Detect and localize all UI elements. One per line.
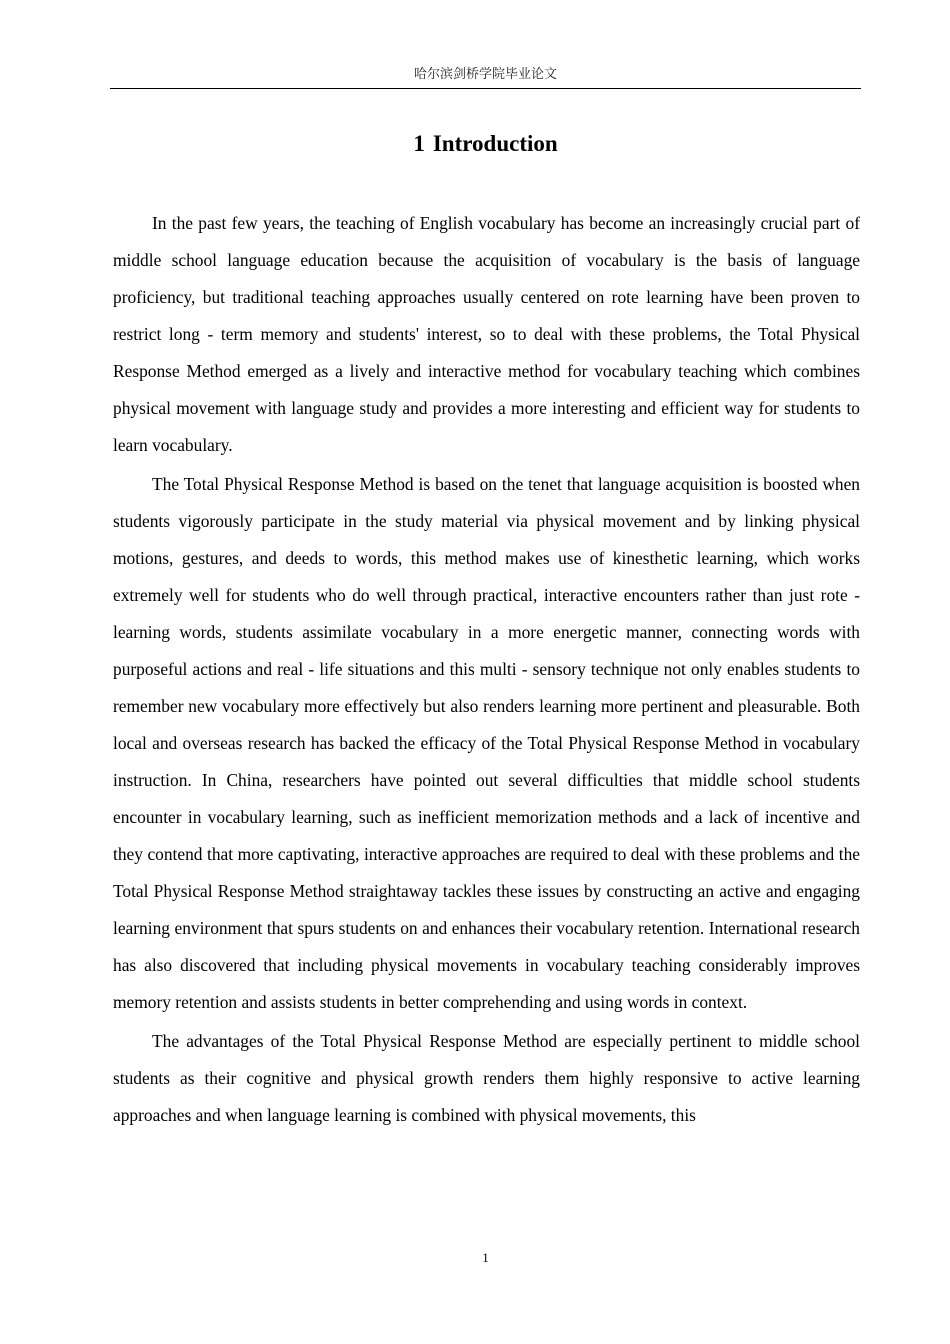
running-header: 哈尔滨剑桥学院毕业论文 [413, 67, 557, 82]
paragraph-2: The Total Physical Response Method is based on the tenet that language acquisition is boosted when students vigorously participate in the study material via physical movement and by linking physical motions, gestures, and deeds to words, this method makes use of kinesthetic learning, which works extremely well for students who do well through practical, interactive encounters rather than just rote - learning words, students assimilate vocabulary in a more energetic manner, connecting words with purposeful actions and real - life situations and this multi - sensory technique not only enables students to remember new vocabulary more effectively but also renders learning more pertinent and pleasurable. Both local and overseas research has backed the efficacy of the Total Physical Response Method in vocabulary instruction. In China, researchers have pointed out several difficulties that middle school students encounter in vocabulary learning, such as inefficient memorization methods and a lack of incentive and they contend that more captivating, interactive approaches are required to deal with these problems and the Total Physical Response Method straightaway tackles these issues by constructing an active and engaging learning environment that spurs students on and enhances their vocabulary retention. International research has also discovered that including physical movements in vocabulary teaching considerably improves memory retention and assists students in better comprehending and using words in context. [113, 474, 860, 1012]
body-text [113, 205, 860, 1136]
chapter-title [110, 128, 861, 160]
page-number: 1 [482, 1250, 489, 1265]
paragraph-1: In the past few years, the teaching of English vocabulary has become an increasingly crucial part of middle school language education because the acquisition of vocabulary is the basis of language proficiency, but traditional teaching approaches usually centered on rote learning have been proven to restrict long - term memory and students' interest, so to deal with these problems, the Total Physical Response Method emerged as a lively and interactive method for vocabulary teaching which combines physical movement with language study and provides a more interesting and efficient way for students to learn vocabulary. [113, 213, 860, 455]
chapter-number: 1 [413, 131, 425, 156]
header-divider [110, 88, 861, 89]
paragraph-3: The advantages of the Total Physical Response Method are especially pertinent to middle school students as their cognitive and physical growth renders them highly responsive to active learning approaches and when language learning is combined with physical movements, this [113, 1031, 860, 1125]
chapter-title-text: Introduction [432, 131, 558, 156]
